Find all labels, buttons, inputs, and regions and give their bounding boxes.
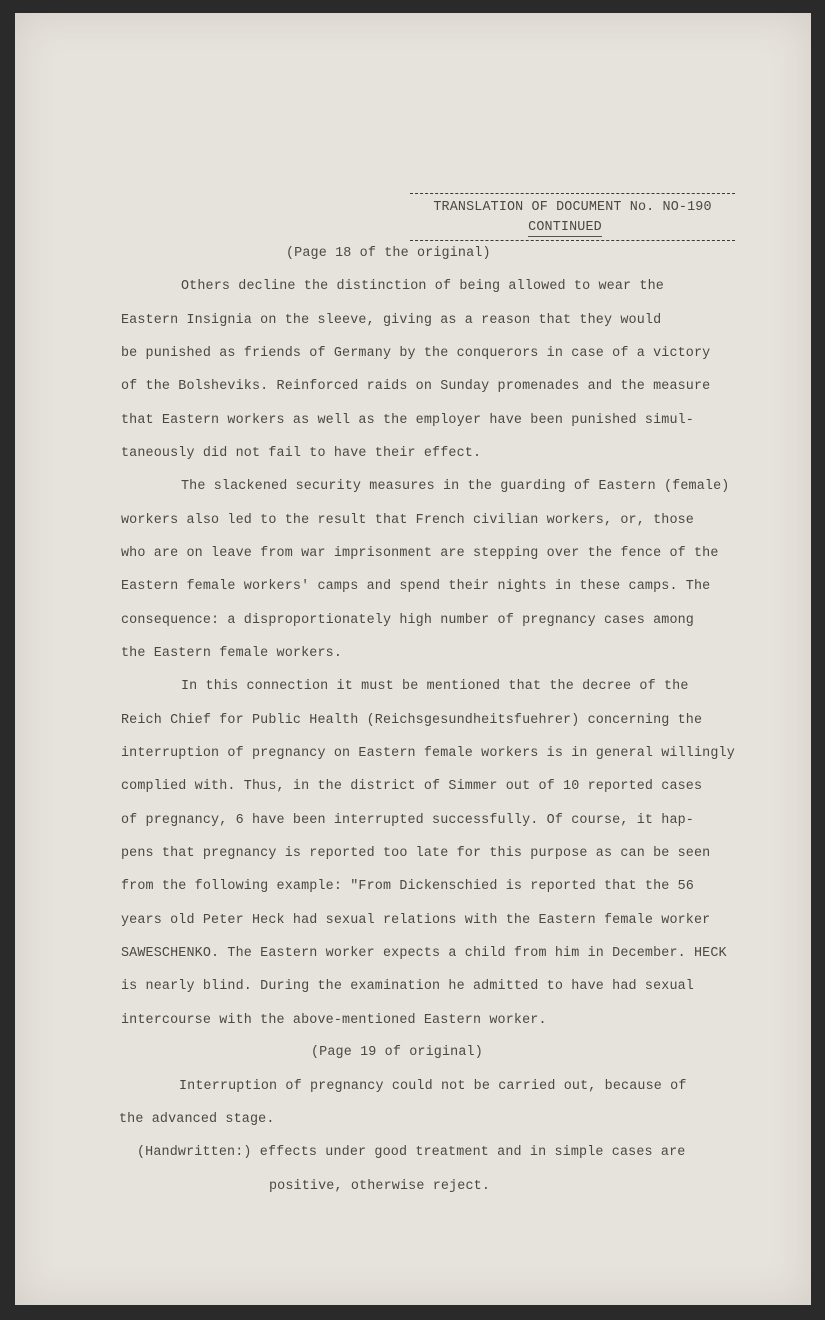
p1-line-2: Eastern Insignia on the sleeve, giving as a reason that they would [121,313,662,328]
page-marker-19: (Page 19 of original) [311,1045,483,1060]
header-top-rule [410,193,735,194]
p3-line-4: complied with. Thus, in the district of Simmer out of 10 reported cases [121,779,703,794]
p3-line-9: SAWESCHENKO. The Eastern worker expects a child from him in December. HECK [121,946,727,961]
p2-line-5: consequence: a disproportionately high number of pregnancy cases among [121,613,694,628]
p1-line-5: that Eastern workers as well as the employer have been punished simul- [121,413,694,428]
header-subtitle [410,220,720,237]
p2-line-6: the Eastern female workers. [121,646,343,661]
p4-line-2: the advanced stage. [119,1112,275,1127]
p3-line-8: years old Peter Heck had sexual relations with the Eastern female worker [121,913,711,928]
p2-line-1: The slackened security measures in the guarding of Eastern (female) [181,479,730,494]
p3-line-10: is nearly blind. During the examination he admitted to have had sexual [121,979,694,994]
p3-line-5: of pregnancy, 6 have been interrupted successfully. Of course, it hap- [121,813,694,828]
p1-line-1: Others decline the distinction of being allowed to wear the [181,279,664,294]
header-title: TRANSLATION OF DOCUMENT No. NO-190 [433,200,712,215]
handwritten-note-line-1: (Handwritten:) effects under good treatment and in simple cases are [137,1145,686,1160]
document-page [15,13,811,1305]
p1-line-3: be punished as friends of Germany by the conquerors in case of a victory [121,346,711,361]
p4-line-1: Interruption of pregnancy could not be carried out, because of [179,1079,687,1094]
p2-line-2: workers also led to the result that French civilian workers, or, those [121,513,694,528]
p3-line-6: pens that pregnancy is reported too late for this purpose as can be seen [121,846,711,861]
page-marker-18: (Page 18 of the original) [286,246,491,261]
p2-line-3: who are on leave from war imprisonment are stepping over the fence of the [121,546,719,561]
handwritten-note-line-2: positive, otherwise reject. [269,1179,491,1194]
p2-line-4: Eastern female workers' camps and spend their nights in these camps. The [121,579,711,594]
p3-line-11: intercourse with the above-mentioned Eastern worker. [121,1013,547,1028]
p1-line-4: of the Bolsheviks. Reinforced raids on Sunday promenades and the measure [121,379,711,394]
p3-line-1: In this connection it must be mentioned that the decree of the [181,679,689,694]
continued-label: CONTINUED [528,220,602,235]
p3-line-7: from the following example: "From Dickenschied is reported that the 56 [121,879,694,894]
p3-line-3: interruption of pregnancy on Eastern female workers is in general willingly [121,746,735,761]
header-bottom-rule [410,240,735,241]
document-header [410,193,735,245]
p3-line-2: Reich Chief for Public Health (Reichsgesundheitsfuehrer) concerning the [121,713,703,728]
p1-line-6: taneously did not fail to have their effect. [121,446,482,461]
